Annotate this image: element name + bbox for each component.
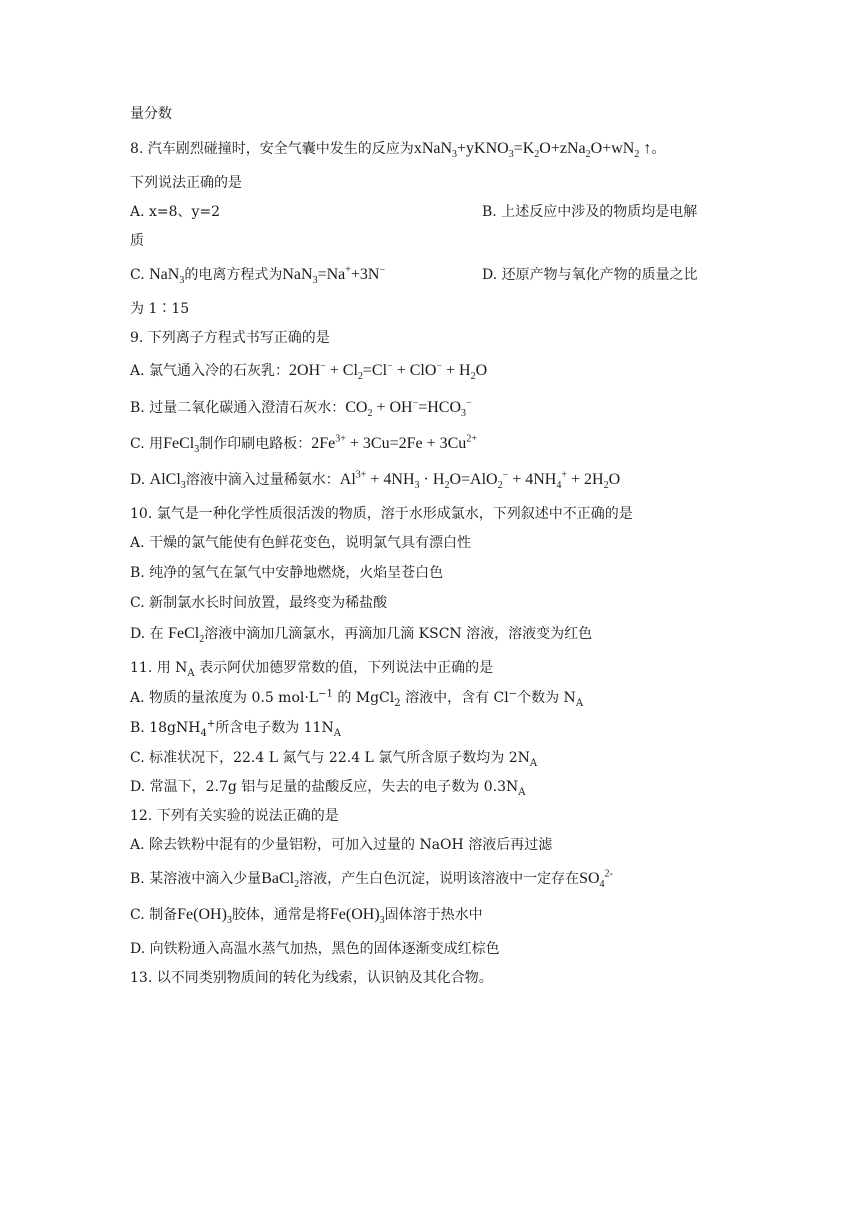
option-a: A. 除去铁粉中混有的少量铝粉，可加入过量的 NaOH 溶液后再过滤 (130, 837, 553, 853)
question-9: 9. 下列离子方程式书写正确的是 (130, 330, 330, 346)
option-a: A. x=8、y=2 (130, 204, 221, 220)
question-13: 13. 以不同类别物质间的转化为线索，认识钠及其化合物。 (130, 970, 493, 986)
option-b: B. 18gNH$_4$+所含电子数为 $11N_A$ (130, 718, 341, 739)
text-line: 质 (130, 233, 144, 249)
option-c: C. 标准状况下，22.4 L 氮气与 22.4 L 氯气所含原子数均为 $2N_A$ (130, 750, 538, 769)
option-a: A. 干燥的氯气能使有色鲜花变色，说明氯气具有漂白性 (130, 535, 472, 551)
question-12: 12. 下列有关实验的说法正确的是 (130, 808, 339, 824)
text-line: 为 1∶15 (130, 301, 190, 317)
question-10: 10. 氯气是一种化学性质很活泼的物质，溶于水形成氯水，下列叙述中不正确的是 (130, 506, 633, 522)
option-d: D. 向铁粉通入高温水蒸气加热，黑色的固体逐渐变成红棕色 (130, 941, 500, 957)
option-b: B. 纯净的氢气在氯气中安静地燃烧，火焰呈苍白色 (130, 565, 444, 581)
option-c: C. NaN$_3$的电离方程式为NaN$_3$=Na++3N− (130, 264, 386, 287)
option-a: A. 氯气通入冷的石灰乳：$2OH^- + Cl_2=Cl^- + ClO^- + H_2O$ (130, 360, 488, 383)
text-line: 下列说法正确的是 (130, 175, 242, 191)
option-a: A. 物质的量浓度为 0.5 $mol\cdot L^{-1}$ 的 MgCl$_2$ 溶液中，含有 Cl−个数为 $N_A$ (130, 688, 584, 709)
option-d: D. AlCl$_3$溶液中滴入过量稀氨水：$Al^{3+} + 4NH_3 \cdot H_2O=AlO_2^- + 4NH_4^+ + 2H_2O$ (130, 469, 621, 492)
option-b: B. 上述反应中涉及的物质均是电解 (482, 204, 698, 220)
option-c: C. 制备$Fe(OH)_3$胶体，通常是将$Fe(OH)_3$固体溶于热水中 (130, 906, 483, 927)
question-8: 8. 汽车剧烈碰撞时，安全气囊中发生的反应为$xNaN_3+yKNO_3=K_2O+zNa_2O+wN_2$ ↑。 (130, 140, 666, 161)
option-c: C. 新制氯水长时间放置，最终变为稀盐酸 (130, 595, 388, 611)
question-11: 11. 用 $N_A$ 表示阿伏加德罗常数的值，下列说法中正确的是 (130, 660, 494, 679)
option-b: B. 某溶液中滴入少量BaCl$_2$溶液，产生白色沉淀，说明该溶液中一定存在$SO_4^{2-}$ (130, 868, 613, 891)
option-c: C. 用FeCl$_3$制作印刷电路板：$2Fe^{3+} + 3Cu=2Fe + 3Cu^{2+}$ (130, 433, 477, 456)
option-d: D. 还原产物与氧化产物的质量之比 (482, 267, 698, 283)
option-d: D. 常温下，2.7g 铝与足量的盐酸反应，失去的电子数为 $0.3N_A$ (130, 779, 526, 798)
option-b: B. 过量二氧化碳通入澄清石灰水：$CO_2 + OH^-=HCO_3^-$ (130, 397, 472, 420)
option-d: D. 在 FeCl$_2$溶液中滴加几滴氯水，再滴加几滴 KSCN 溶液，溶液变为红色 (130, 625, 593, 646)
text-line: 量分数 (130, 106, 172, 122)
